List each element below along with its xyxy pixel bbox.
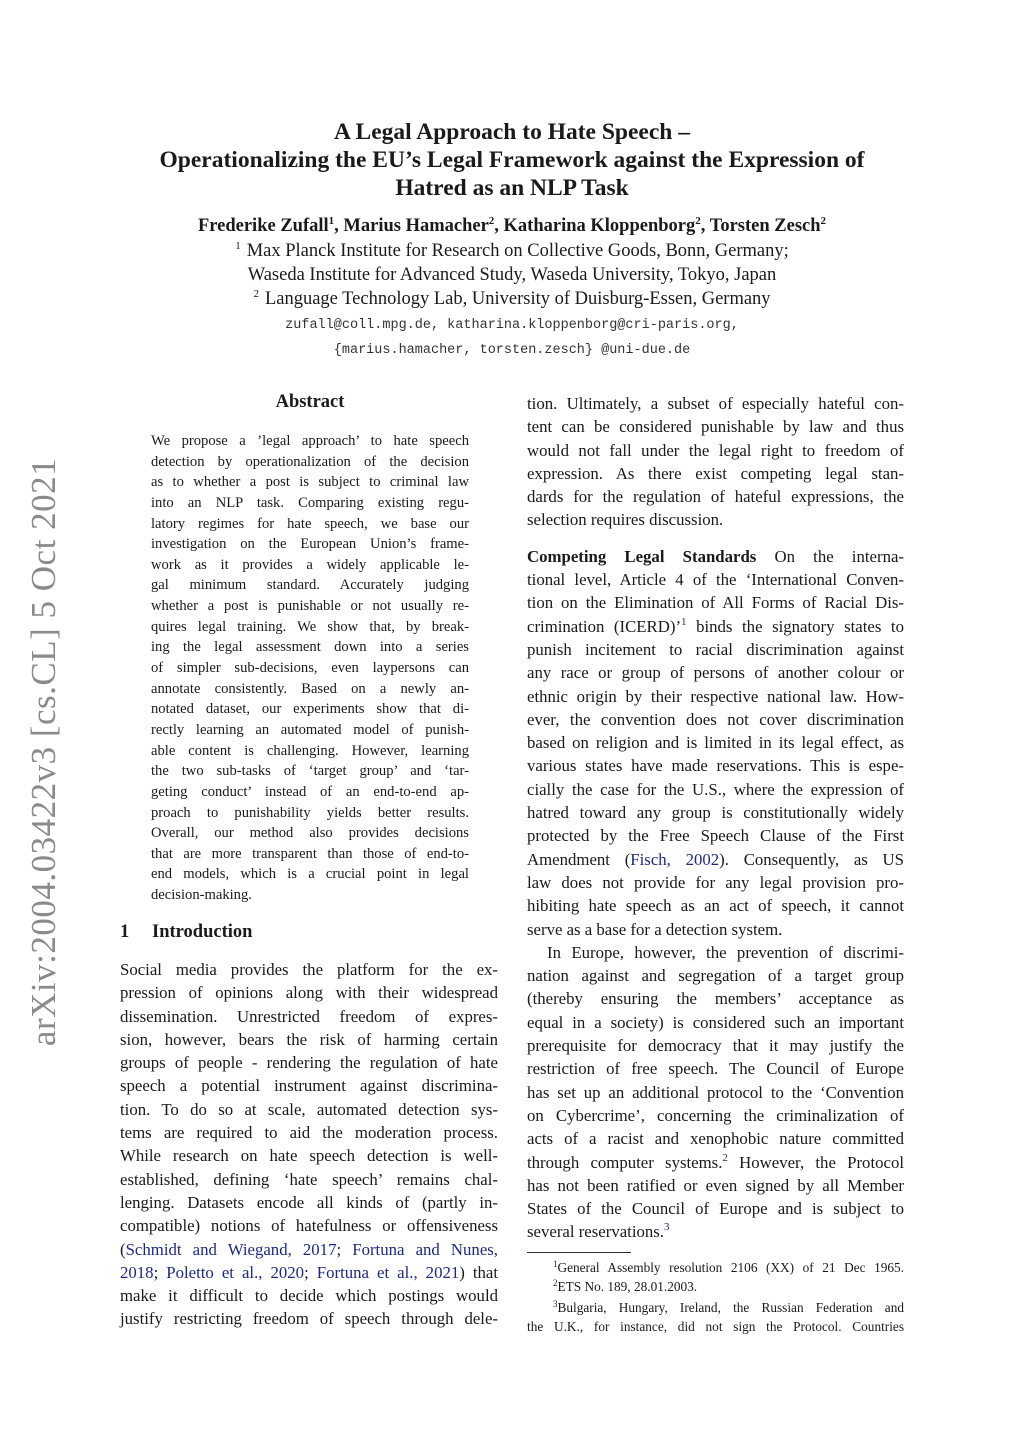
affiliation-mark: 2: [488, 215, 495, 227]
body-line: tion on the Elimination of All Forms of Racial Dis-: [527, 593, 904, 613]
text-fragment: ;: [153, 1262, 167, 1282]
body-line: various states have made reservations. This is espe-: [527, 756, 904, 776]
affiliation-mark: 1: [235, 240, 241, 252]
author-separator: ,: [334, 216, 344, 236]
abstract-line: latory regimes for hate speech, we base our: [151, 515, 469, 532]
text-fragment: ). Consequently, as US: [719, 849, 904, 869]
abstract-line: end models, which is a crucial point in legal: [151, 866, 469, 883]
body-line: tems are required to aid the moderation process.: [120, 1123, 498, 1143]
abstract-line: as to whether a post is subject to criminal law: [151, 474, 469, 491]
text-fragment: Amendment (: [527, 849, 631, 869]
abstract-line: geting conduct’ instead of an end-to-end ap-: [151, 783, 469, 800]
body-line: [527, 1220, 904, 1243]
body-line: dissemination. Unrestricted freedom of expres-: [120, 1006, 498, 1026]
footnote-ref[interactable]: 2: [722, 1151, 728, 1164]
body-line: tion. To do so at scale, automated detection sys-: [120, 1099, 498, 1119]
affiliation-text: Max Planck Institute for Research on Collective Goods, Bonn, Germany;: [246, 241, 789, 261]
affiliation-text: Language Technology Lab, University of Duisburg-Essen, Germany: [264, 289, 771, 309]
abstract-line: annotate consistently. Based on a newly an-: [151, 680, 469, 697]
body-line: law does not provide for any legal provision pro-: [527, 872, 904, 892]
body-line: prerequisite for democracy that it may justify the: [527, 1036, 904, 1056]
author-name: Torsten Zesch: [709, 216, 821, 236]
arxiv-identifier: arXiv:2004.03422v3 [cs.CL] 5 Oct 2021: [24, 457, 63, 1047]
footnote-divider: [527, 1252, 631, 1253]
citation-link[interactable]: Fortuna and Nunes,: [352, 1239, 498, 1259]
body-line: groups of people - rendering the regulation of hate: [120, 1053, 498, 1073]
author-separator: ,: [700, 216, 710, 236]
abstract-line: work as it provides a widely applicable le-: [151, 556, 469, 573]
footnotes: [527, 1258, 904, 1336]
body-line: acts of a racist and xenophobic nature committed: [527, 1129, 904, 1149]
abstract-line: quires legal training. We show that, by break-: [151, 618, 469, 635]
footnote-2: [527, 1277, 904, 1296]
abstract-line: detection by operationalization of the decision: [151, 453, 469, 470]
right-column-body: [527, 392, 904, 1244]
text-fragment: However, the Protocol: [727, 1152, 904, 1172]
section-heading-introduction: [120, 922, 252, 943]
body-line: ethnic origin by their respective national law. How-: [527, 686, 904, 706]
section-number: 1: [120, 922, 130, 942]
body-line: restriction of free speech. The Council of Europe: [527, 1059, 904, 1079]
body-line: In Europe, however, the prevention of discrimi-: [547, 942, 904, 962]
body-line: has not been ratified or even signed by all Member: [527, 1175, 904, 1195]
body-line: based on religion and is limited in its legal effect, as: [527, 733, 904, 753]
affiliation-2: [100, 289, 924, 310]
affiliation-1: [100, 241, 924, 262]
body-line: lenging. Datasets encode all kinds of (partly in-: [120, 1192, 498, 1212]
affiliation-mark: 1: [328, 215, 335, 227]
author-separator: ,: [494, 216, 504, 236]
body-line: speech a potential instrument against discrimina-: [120, 1076, 498, 1096]
footnote-mark: 3: [553, 1299, 558, 1309]
title-line: A Legal Approach to Hate Speech –: [334, 119, 690, 145]
text-fragment: through computer systems.: [527, 1152, 723, 1172]
body-line: has set up an additional protocol to the ‘Convention: [527, 1082, 904, 1102]
author-name: Frederike Zufall: [197, 216, 329, 236]
abstract-line: gal minimum standard. Accurately judging: [151, 577, 469, 594]
body-line: ever, the convention does not cover discrimination: [527, 709, 904, 729]
text-fragment: ;: [304, 1262, 317, 1282]
affiliation-mark: 2: [820, 215, 827, 227]
body-line: States of the Council of Europe and is subject to: [527, 1199, 904, 1219]
author-name: Katharina Kloppenborg: [503, 216, 696, 236]
text-fragment: ;: [336, 1239, 353, 1259]
body-line: justify restricting freedom of speech through dele-: [120, 1309, 498, 1329]
body-line: serve as a base for a detection system.: [527, 919, 783, 939]
citation-line: [120, 1261, 498, 1284]
abstract-line: of simpler sub-decisions, even laypersons can: [151, 660, 469, 677]
body-line: on Cybercrime’, concerning the criminalization of: [527, 1105, 904, 1125]
abstract-line: ing the legal assessment down into a series: [151, 639, 469, 656]
body-line: hibiting hate speech as an act of speech, it cannot: [527, 896, 904, 916]
body-line: expression. As there exist competing legal stan-: [527, 463, 904, 483]
body-line: equal in a society) is considered such an important: [527, 1012, 904, 1032]
abstract-heading: Abstract: [275, 392, 345, 412]
footnote-3-continued: the U.K., for instance, did not sign the Protocol. Countries: [527, 1319, 904, 1334]
email-line: {marius.hamacher, torsten.zesch} @uni-due.de: [333, 343, 691, 358]
abstract-line: rectly learning an automated model of punish-: [151, 721, 469, 738]
abstract-line: proach to punishability yields better results.: [151, 804, 469, 821]
footnote-ref[interactable]: 3: [664, 1221, 670, 1234]
paragraph-heading-line: [527, 545, 904, 568]
text-fragment: binds the signatory states to: [686, 616, 904, 636]
body-line: While research on hate speech detection is well-: [120, 1146, 498, 1166]
body-line: compatible) notions of hatefulness or offensiveness: [120, 1216, 498, 1236]
body-line: make it difficult to decide which postings would: [120, 1286, 498, 1306]
citation-link[interactable]: Fisch, 2002: [630, 849, 720, 869]
abstract-line: able content is challenging. However, learning: [151, 742, 469, 759]
body-line: [527, 848, 904, 871]
abstract-line: into an NLP task. Comparing existing regu-: [151, 494, 469, 511]
affiliation-mark: 2: [695, 215, 701, 227]
body-line: tent can be considered punishable by law and thus: [527, 417, 904, 437]
footnote-text: ETS No. 189, 28.01.2003.: [557, 1279, 698, 1294]
footnote-mark: 1: [553, 1259, 558, 1269]
body-line: nation against and segregation of a target group: [527, 966, 904, 986]
footnote-3: [527, 1298, 904, 1317]
body-line: protected by the Free Speech Clause of the First: [527, 826, 904, 846]
body-line: tion. Ultimately, a subset of especially hateful con-: [527, 394, 904, 413]
body-line: sion, however, bears the risk of harming certain: [120, 1029, 498, 1049]
abstract-line: the two sub-tasks of ‘target group’ and ‘tar-: [151, 763, 469, 780]
abstract-line: notated dataset, our experiments show that di-: [151, 701, 469, 718]
footnote-mark: 2: [553, 1278, 558, 1288]
title-line: Hatred as an NLP Task: [395, 175, 629, 201]
body-line: hatred toward any group is constitutionally widely: [527, 803, 904, 823]
citation-link[interactable]: Schmidt and Wiegand, 2017: [125, 1239, 337, 1259]
text-fragment: crimination (ICERD)’: [527, 616, 682, 636]
paper-title: [120, 118, 904, 202]
abstract-line: whether a post is punishable or not usually re-: [151, 598, 469, 615]
text-fragment: several reservations.: [527, 1222, 664, 1242]
author-list: [100, 216, 924, 237]
citation-link[interactable]: Fortuna et al., 2021: [316, 1262, 460, 1282]
citation-line: [120, 1238, 498, 1261]
footnote-text: Bulgaria, Hungary, Ireland, the Russian Federation and: [557, 1300, 904, 1315]
abstract-line: that are more transparent than those of end-to-: [151, 845, 469, 862]
citation-link[interactable]: Poletto et al., 2020: [166, 1262, 305, 1282]
body-line: would not fall under the legal right to freedom of: [527, 440, 904, 460]
body-line: cially the case for the U.S., where the expression of: [527, 779, 904, 799]
email-line: zufall@coll.mpg.de, katharina.kloppenborg@cri-paris.org,: [285, 318, 739, 333]
body-line: dards for the regulation of hateful expressions, the: [527, 487, 904, 507]
abstract-line: We propose a ’legal approach’ to hate speech: [151, 433, 469, 449]
paragraph-heading: Competing Legal Standards: [527, 546, 757, 566]
body-line: established, defining ‘hate speech’ remains chal-: [120, 1169, 498, 1189]
body-line: tional level, Article 4 of the ‘International Conven-: [527, 570, 904, 590]
author-name: Marius Hamacher: [343, 216, 489, 236]
paragraph-gap: [527, 532, 904, 545]
citation-link[interactable]: 2018: [120, 1262, 154, 1282]
section-title: Introduction: [152, 922, 253, 942]
body-line: (thereby ensuring the members’ acceptance as: [527, 989, 904, 1009]
body-line: Social media provides the platform for the ex-: [120, 960, 498, 979]
title-line: Operationalizing the EU’s Legal Framework against the Expression of: [159, 147, 865, 173]
footnote-1: [527, 1258, 904, 1277]
abstract-body: [151, 431, 469, 906]
body-line: [527, 615, 904, 638]
body-line: pression of opinions along with their widespread: [120, 983, 498, 1003]
body-line: selection requires discussion.: [527, 510, 724, 530]
footnote-ref[interactable]: 1: [681, 615, 687, 628]
abstract-line: decision-making.: [151, 887, 252, 904]
text-fragment: ) that: [459, 1262, 499, 1282]
body-line: punish incitement to racial discrimination against: [527, 639, 904, 659]
affiliation-1-line2: Waseda Institute for Advanced Study, Waseda University, Tokyo, Japan: [247, 265, 777, 285]
text-fragment: (: [120, 1239, 126, 1259]
body-line: [527, 1151, 904, 1174]
footnote-text: General Assembly resolution 2106 (XX) of 21 Dec 1965.: [557, 1260, 904, 1275]
text-fragment: On the interna-: [756, 546, 904, 566]
introduction-body: [120, 958, 498, 1331]
abstract-line: investigation on the European Union’s frame-: [151, 536, 469, 553]
body-line: any race or group of persons of another colour or: [527, 663, 904, 683]
abstract-line: Overall, our method also provides decisions: [151, 825, 469, 842]
affiliation-mark: 2: [253, 288, 259, 300]
